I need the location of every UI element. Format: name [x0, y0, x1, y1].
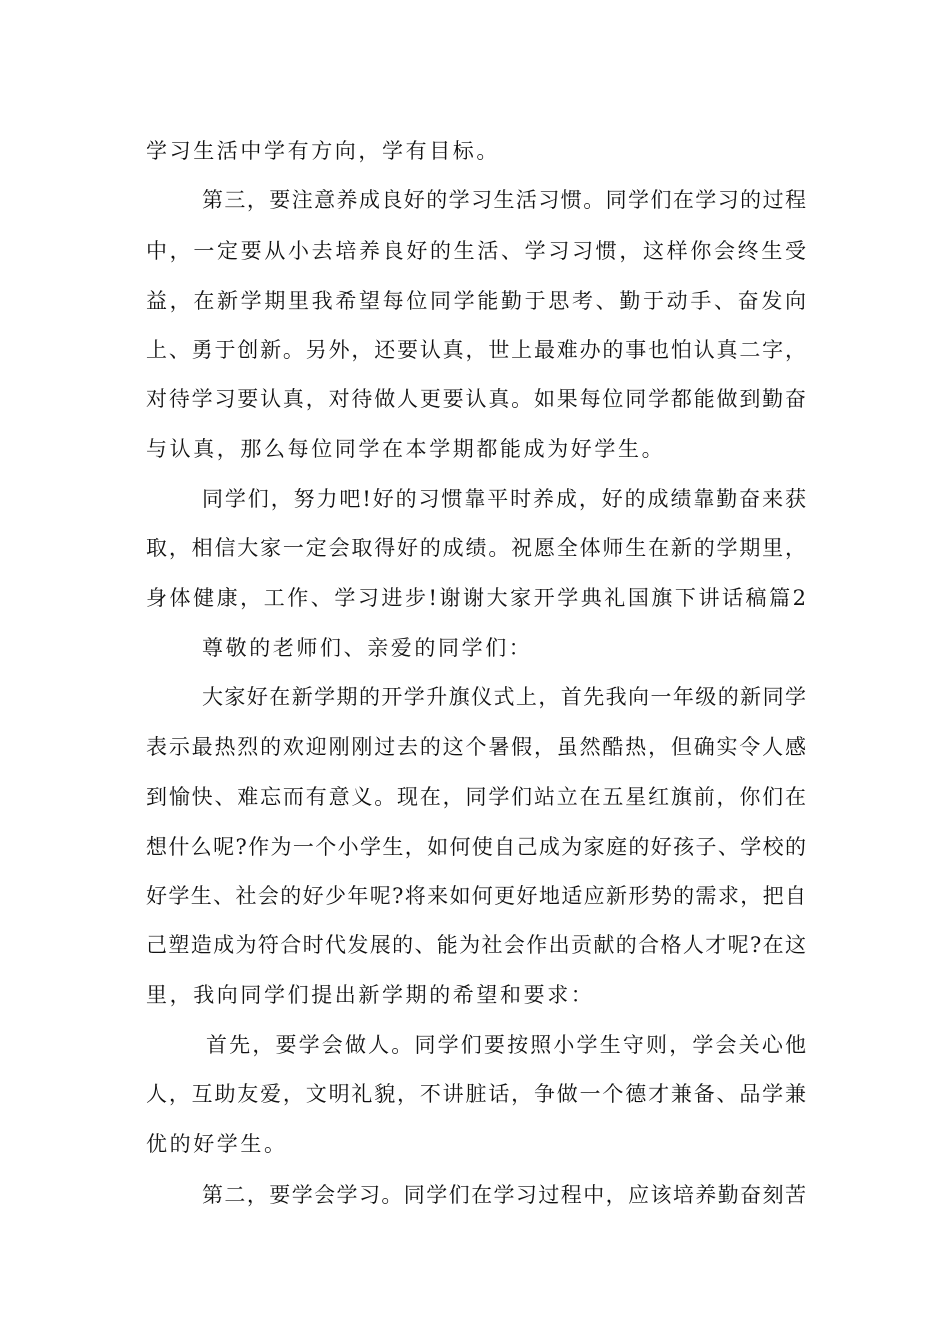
- text-line: 己塑造成为符合时代发展的、能为社会作出贡献的合格人才呢?在这: [146, 933, 806, 957]
- text-line: 学习生活中学有方向，学有目标。: [146, 139, 500, 163]
- text-line: 表示最热烈的欢迎刚刚过去的这个暑假，虽然酷热，但确实令人感: [146, 735, 806, 759]
- text-line: 大家好在新学期的开学升旗仪式上，首先我向一年级的新同学: [202, 685, 806, 709]
- text-line: 身体健康，工作、学习进步!谢谢大家开学典礼国旗下讲话稿篇2: [146, 586, 806, 610]
- text-line: 到愉快、难忘而有意义。现在，同学们站立在五星红旗前，你们在: [146, 785, 806, 809]
- text-line: 里，我向同学们提出新学期的希望和要求：: [146, 983, 595, 1007]
- text-line: 对待学习要认真，对待做人更要认真。如果每位同学都能做到勤奋: [146, 387, 806, 411]
- text-line: 人，互助友爱，文明礼貌，不讲脏话，争做一个德才兼备、品学兼: [146, 1082, 806, 1106]
- text-line: 中，一定要从小去培养良好的生活、学习习惯，这样你会终生受: [146, 239, 806, 263]
- text-line: 上、勇于创新。另外，还要认真，世上最难办的事也怕认真二字，: [146, 338, 806, 362]
- text-line: 优的好学生。: [146, 1132, 288, 1156]
- text-line: 同学们，努力吧!好的习惯靠平时养成，好的成绩靠勤奋来获: [202, 487, 806, 511]
- text-line: 想什么呢?作为一个小学生，如何使自己成为家庭的好孩子、学校的: [146, 835, 806, 859]
- text-line: 首先，要学会做人。同学们要按照小学生守则，学会关心他: [206, 1033, 806, 1057]
- text-line: 第二，要学会学习。同学们在学习过程中，应该培养勤奋刻苦: [202, 1183, 806, 1207]
- text-line: 好学生、社会的好少年呢?将来如何更好地适应新形势的需求，把自: [146, 884, 806, 908]
- text-line: 第三，要注意养成良好的学习生活习惯。同学们在学习的过程: [202, 188, 806, 212]
- text-line: 与认真，那么每位同学在本学期都能成为好学生。: [146, 437, 666, 461]
- text-line: 取，相信大家一定会取得好的成绩。祝愿全体师生在新的学期里，: [146, 536, 806, 560]
- text-line: 益，在新学期里我希望每位同学能勤于思考、勤于动手、奋发向: [146, 289, 806, 313]
- text-line: 尊敬的老师们、亲爱的同学们：: [202, 636, 533, 660]
